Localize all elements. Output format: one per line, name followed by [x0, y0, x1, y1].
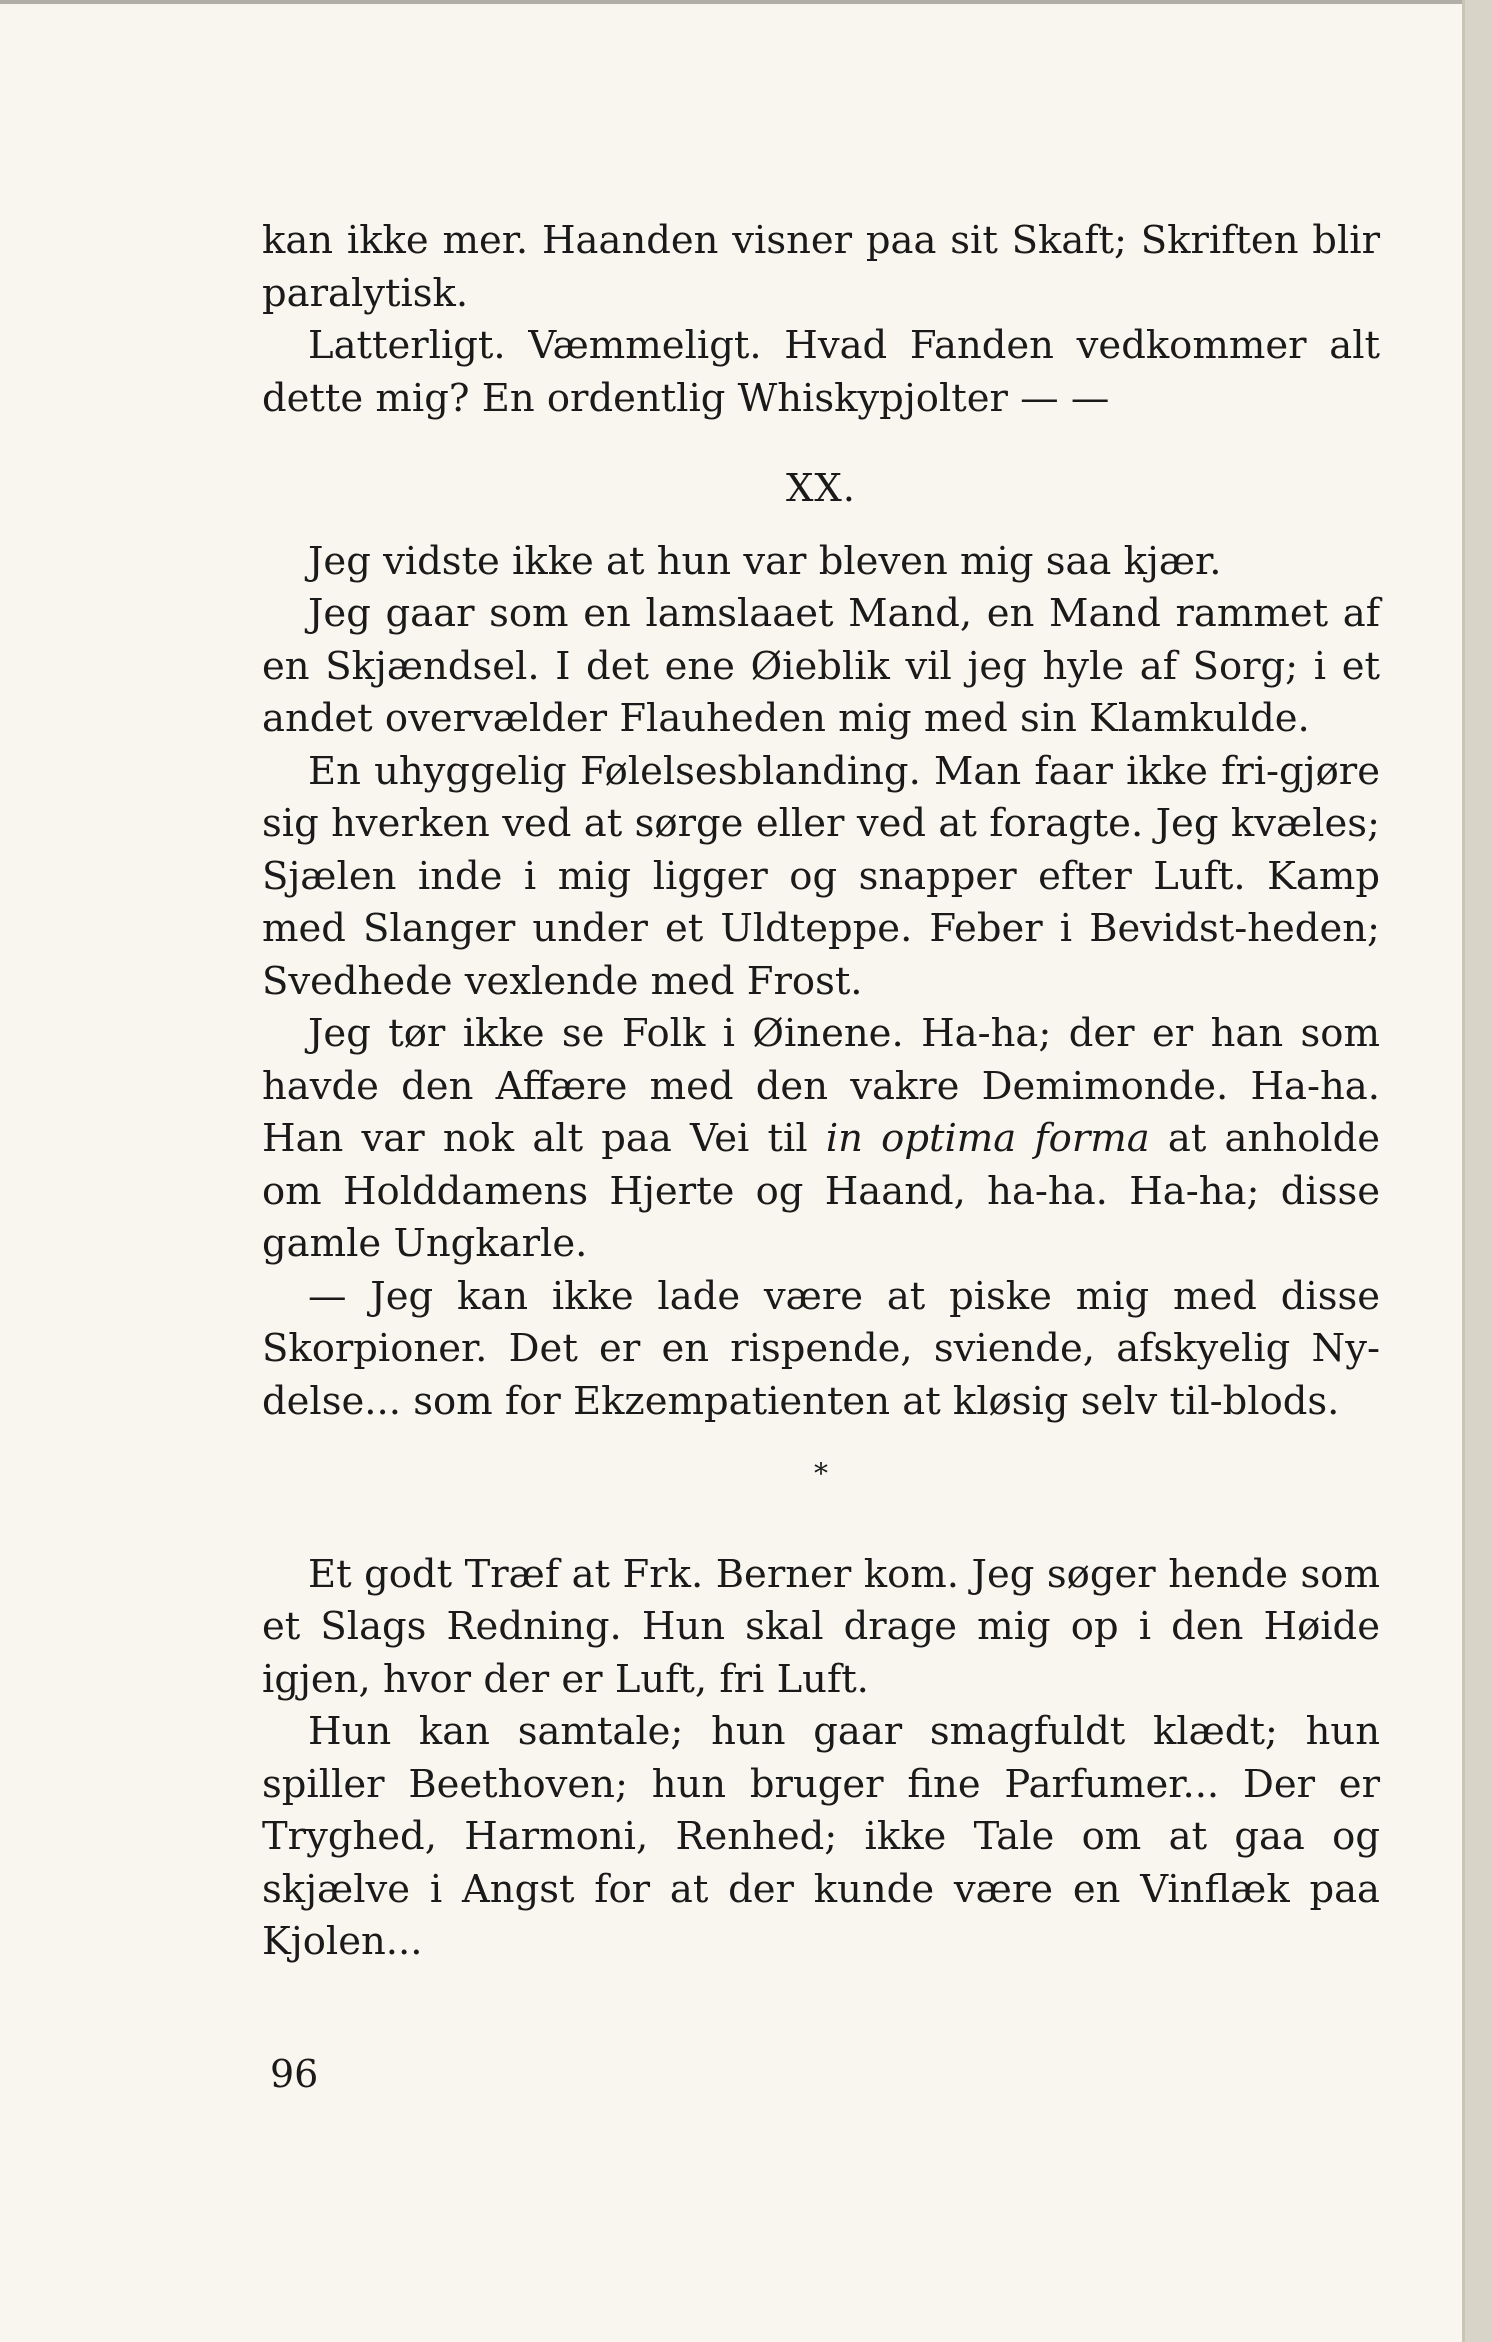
- paragraph: Jeg vidste ikke at hun var bleven mig saa kjær.: [308, 538, 1222, 584]
- paragraph: Hun kan samtale; hun gaar smagfuldt klædt; hun spiller Beethoven; hun bruger fine Parfumer... Der er Tryghed, Harmoni, Renhed; ikke Tale om at gaa og skjælve i Angst for at der kunde være en Vinflæk paa Kjolen...: [262, 1709, 1380, 1964]
- section-heading: XX.: [785, 466, 857, 511]
- paragraph: En uhyggelig Følelsesblanding. Man faar ikke fri-gjøre sig hverken ved at sørge eller ved at foragte. Jeg kvæles; Sjælen inde i mig ligger og snapper efter Luft. Kamp med Slanger under et Uldteppe. Feber i Bevidst-heden; Svedhede vexlende med Frost.: [262, 748, 1380, 1004]
- paragraph: Jeg gaar som en lamslaaet Mand, en Mand rammet af en Skjændsel. I det ene Øieblik vil jeg hyle af Sorg; i et andet overvælder Flauheden mig med sin Klamkulde.: [262, 591, 1380, 741]
- paragraph-continued: kan ikke mer. Haanden visner paa sit Skaft; Skriften blir paralytisk.: [262, 218, 1380, 316]
- paragraph: Latterligt. Væmmeligt. Hvad Fanden vedkommer alt dette mig? En ordentlig Whiskypjolter — —: [262, 323, 1380, 421]
- paragraph-with-italic: [262, 1008, 1380, 1271]
- paragraph: — Jeg kan ikke lade være at piske mig med disse Skorpioner. Det er en rispende, sviende, afskyelig Ny-delse... som for Ekzempatienten at kløsig selv til-blods.: [262, 1273, 1380, 1424]
- paragraph: Et godt Træf at Frk. Berner kom. Jeg søger hende som et Slags Redning. Hun skal drage mig op i den Høide igjen, hvor der er Luft, fri Luft.: [262, 1551, 1380, 1702]
- page-number: 96: [270, 2052, 319, 2096]
- italic-phrase: in optima forma: [825, 1116, 1150, 1161]
- section-asterism: *: [814, 1457, 828, 1490]
- page-top-edge: [0, 0, 1462, 4]
- body-text: [262, 215, 1380, 1969]
- italic-para-end: at anholde om Holddamens Hjerte og Haand, ha-ha. Ha-ha; disse gamle Ungkarle.: [262, 1116, 1381, 1266]
- italic-para-start: Jeg tør ikke se Folk i Øinene. Ha-ha; der er han som havde den Affære med den vakre Demimonde. Ha-ha. Han var nok alt paa Vei til: [262, 1011, 1380, 1161]
